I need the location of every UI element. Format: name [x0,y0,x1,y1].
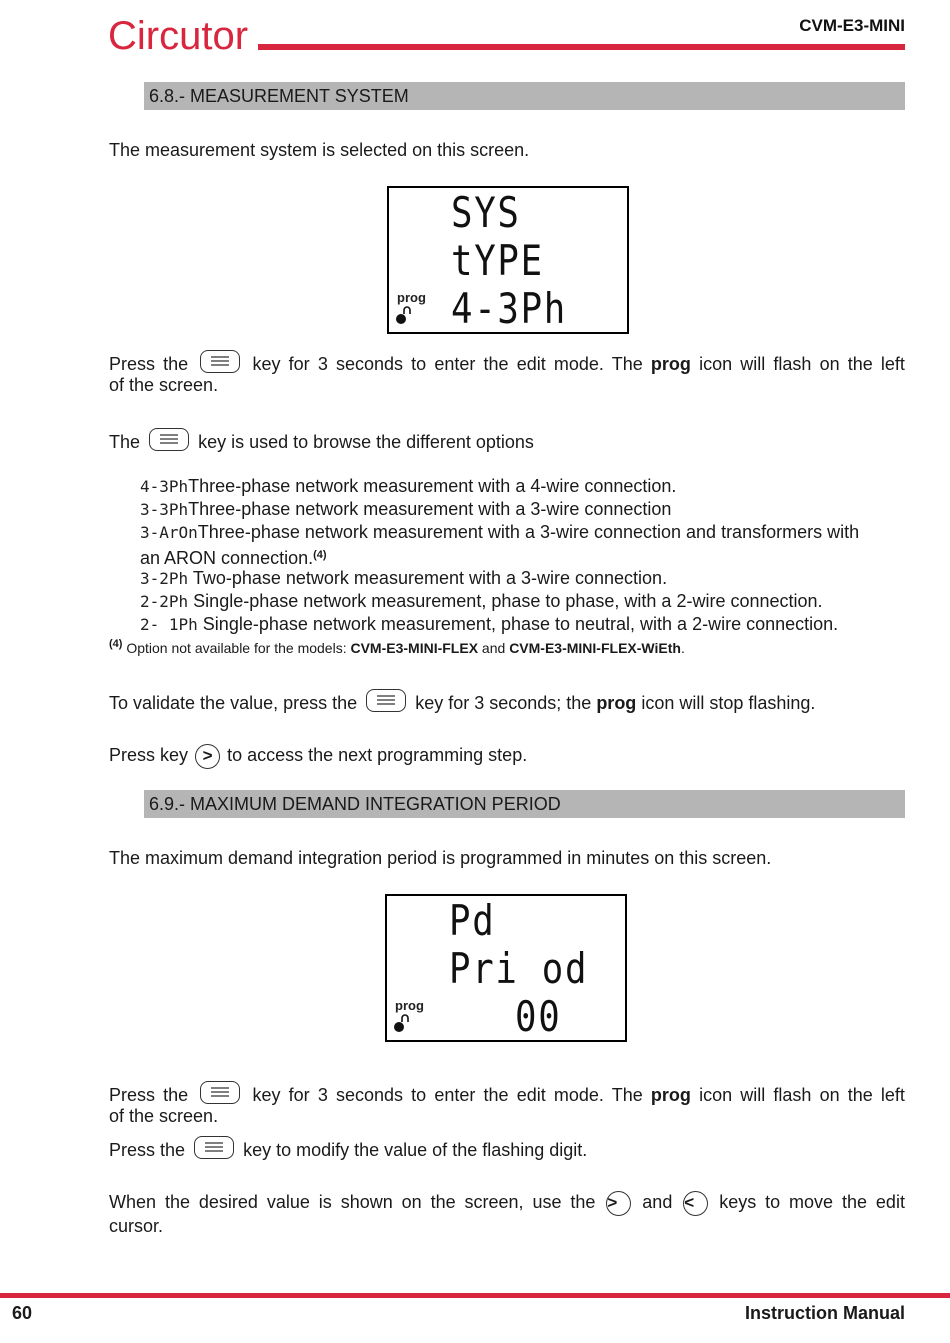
text: The [109,432,141,452]
option-2-2ph [140,590,823,613]
footnote-ref: (4) [313,549,327,561]
option-code: 3-ArOn [140,523,198,542]
text: Option not available for the models: [122,640,351,656]
edit-mode-paragraph-2 [109,1081,905,1107]
option-4-3ph [140,475,676,498]
menu-key-icon [200,1081,240,1104]
circutor-logo: Circutor [108,14,249,58]
model-flex: CVM-E3-MINI-FLEX [350,640,479,656]
edit-mode-line2-2: of the screen. [109,1106,219,1126]
option-text: Three-phase network measurement with a 3-wire connection and transformers with [197,522,860,542]
text: and [642,1192,673,1212]
footnote [109,638,685,656]
page-number: 60 [12,1303,33,1323]
option-text: an ARON connection. [140,548,314,568]
text: icon will flash on the left [699,1085,905,1105]
text: When the desired value is shown on the screen, use the [109,1192,596,1212]
text: key for 3 seconds; the [415,693,592,713]
lcd-line-1: SYS [451,188,521,237]
section-title-measurement-system: 6.8.- MEASUREMENT SYSTEM [144,82,905,110]
text: and [478,640,510,656]
modify-paragraph [109,1136,905,1162]
left-key-icon: < [683,1191,708,1216]
measurement-intro: The measurement system is selected on this screen. [109,140,530,160]
next-key-icon: > [195,744,220,769]
browse-paragraph [109,428,905,454]
text: Press key [109,745,189,765]
option-text: Three-phase network measurement with a 3-wire connection [188,499,672,519]
option-code: 3-2Ph [140,569,189,588]
footer-rule [0,1293,950,1298]
option-3-3ph [140,498,671,521]
text: icon will flash on the left [699,354,905,374]
lcd-line-1: Pd [449,896,496,945]
option-text: Three-phase network measurement with a 4-wire connection. [188,476,677,496]
cursor-line2: cursor. [109,1216,164,1236]
lcd-screen-pd-period [385,894,627,1042]
prog-bold: prog [650,354,691,374]
next-step-paragraph [109,744,905,769]
text: key for 3 seconds to enter the edit mode. The [252,1085,643,1105]
option-3-2ph [140,567,667,590]
lcd-line-3: 4-3Ph [451,284,567,333]
lcd-line-2: tYPE [451,236,544,285]
text: key for 3 seconds to enter the edit mode. The [252,354,643,374]
section-title-max-demand: 6.9.- MAXIMUM DEMAND INTEGRATION PERIOD [144,790,905,818]
text: Press the [109,1085,189,1105]
option-text: Two-phase network measurement with a 3-wire connection. [188,568,668,588]
prog-label: prog [397,290,426,305]
model-name: CVM-E3-MINI [799,16,905,35]
unlock-icon [395,306,413,326]
max-demand-intro: The maximum demand integration period is programmed in minutes on this screen. [109,848,772,868]
text: icon will stop flashing. [641,693,816,713]
footnote-mark: (4) [109,638,123,650]
prog-label: prog [395,998,424,1013]
option-code: 2-2Ph [140,592,189,611]
menu-key-icon [149,428,189,451]
option-code: 4-3Ph [140,477,189,496]
text: To validate the value, press the [109,693,358,713]
lcd-line-2: Pri od [449,944,589,993]
menu-key-icon [200,350,240,373]
menu-key-icon [194,1136,234,1159]
model-flex-wieth: CVM-E3-MINI-FLEX-WiEth [509,640,681,656]
text: key to modify the value of the flashing digit. [243,1140,588,1160]
text: Press the [109,354,189,374]
text: Press the [109,1140,186,1160]
right-key-icon: > [606,1191,631,1216]
lcd-line-3: 00 [515,992,562,1041]
manual-title: Instruction Manual [744,1303,905,1323]
text: . [680,640,685,656]
option-2-1ph [140,613,838,636]
lcd-screen-sys-type [387,186,629,334]
edit-mode-line2: of the screen. [109,375,219,395]
header-rule [258,44,905,50]
text: keys to move the edit [719,1192,905,1212]
menu-key-icon [366,689,406,712]
prog-bold: prog [596,693,637,713]
option-text: Single-phase network measurement, phase to neutral, with a 2-wire connection. [197,614,839,634]
option-3-aron [140,521,859,544]
option-code: 2- 1Ph [140,615,198,634]
edit-mode-paragraph [109,350,905,376]
option-code: 3-3Ph [140,500,189,519]
text: to access the next programming step. [227,745,528,765]
prog-bold: prog [650,1085,691,1105]
option-text: Single-phase network measurement, phase to phase, with a 2-wire connection. [188,591,823,611]
unlock-icon [393,1014,411,1034]
text: key is used to browse the different options [198,432,534,452]
cursor-paragraph [109,1191,905,1216]
validate-paragraph [109,689,905,715]
